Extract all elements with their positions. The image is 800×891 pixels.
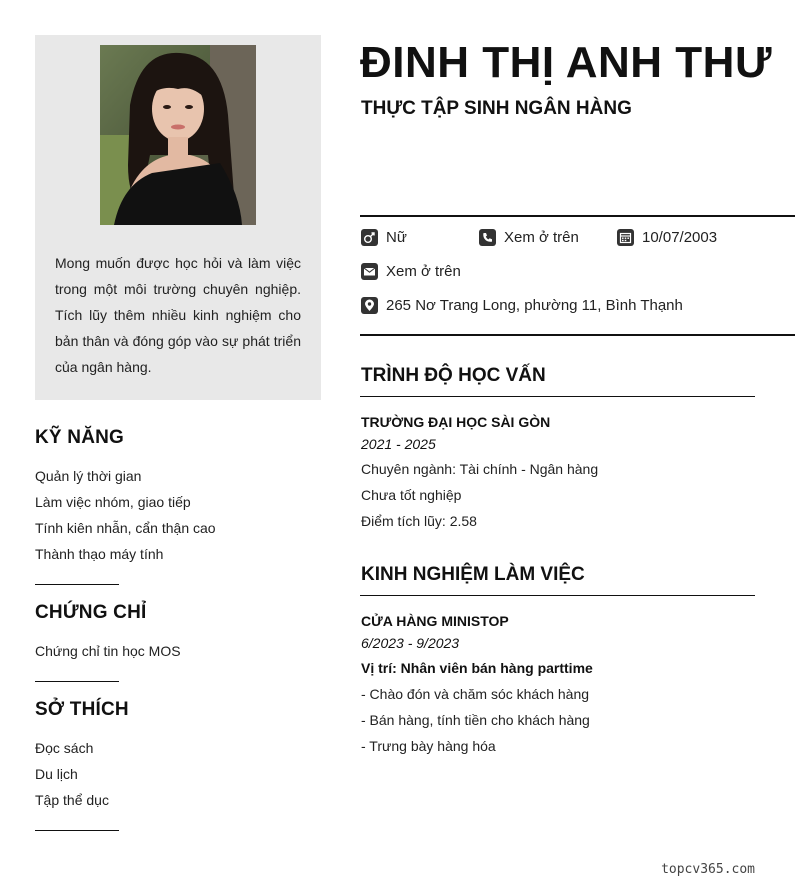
- list-item: Đọc sách: [35, 740, 94, 756]
- list-item: Làm việc nhóm, giao tiếp: [35, 494, 191, 510]
- certificates-list: [35, 638, 321, 664]
- duty-line: - Trưng bày hàng hóa: [361, 738, 496, 754]
- divider: [360, 595, 755, 596]
- education-period: 2021 - 2025: [361, 436, 436, 452]
- full-name: ĐINH THỊ ANH THƯ: [360, 38, 772, 87]
- gender-icon: [361, 229, 378, 246]
- list-item: Chứng chỉ tin học MOS: [35, 643, 181, 659]
- email-value: Xem ở trên: [386, 263, 461, 280]
- experience-period: 6/2023 - 9/2023: [361, 635, 460, 651]
- skills-title: KỸ NĂNG: [35, 427, 125, 448]
- calendar-icon: [617, 229, 634, 246]
- certificates-title: CHỨNG CHỈ: [35, 602, 147, 623]
- envelope-icon: [361, 263, 378, 280]
- site-watermark: topcv365.com: [661, 862, 755, 877]
- contact-phone: [479, 229, 579, 246]
- education-title: TRÌNH ĐỘ HỌC VẤN: [361, 365, 546, 386]
- list-item: Tính kiên nhẫn, cẩn thận cao: [35, 520, 216, 536]
- skills-section: [35, 427, 321, 585]
- hobbies-title: SỞ THÍCH: [35, 699, 129, 720]
- divider: [360, 396, 755, 397]
- list-item: Du lịch: [35, 766, 78, 782]
- list-item: Thành thạo máy tính: [35, 546, 164, 562]
- phone-value: Xem ở trên: [504, 229, 579, 246]
- duty-line: - Bán hàng, tính tiền cho khách hàng: [361, 712, 590, 728]
- gender-value: Nữ: [386, 229, 407, 246]
- map-pin-icon: [361, 297, 378, 314]
- education-block: [361, 412, 761, 534]
- certificates-section: [35, 602, 321, 682]
- position-line: Vị trí: Nhân viên bán hàng parttime: [361, 660, 593, 676]
- divider: [35, 584, 119, 585]
- divider: [35, 681, 119, 682]
- contact-address: [361, 297, 683, 314]
- birthday-value: 10/07/2003: [642, 229, 718, 246]
- divider: [360, 334, 795, 336]
- divider: [35, 830, 119, 831]
- phone-icon: [479, 229, 496, 246]
- experience-block: [361, 611, 761, 759]
- duty-line: - Chào đón và chăm sóc khách hàng: [361, 686, 590, 702]
- contact-gender: [361, 229, 407, 246]
- list-item: Quản lý thời gian: [35, 468, 142, 484]
- address-value: 265 Nơ Trang Long, phường 11, Bình Thạnh: [386, 297, 683, 314]
- hobbies-list: [35, 735, 321, 813]
- education-line: Chưa tốt nghiệp: [361, 487, 462, 503]
- job-title: THỰC TẬP SINH NGÂN HÀNG: [361, 98, 632, 119]
- school-name: TRƯỜNG ĐẠI HỌC SÀI GÒN: [361, 414, 551, 430]
- profile-photo: [100, 45, 256, 225]
- divider: [360, 215, 795, 217]
- skills-list: [35, 463, 321, 567]
- experience-title: KINH NGHIỆM LÀM VIỆC: [361, 564, 585, 585]
- profile-panel: [35, 35, 321, 400]
- hobbies-section: [35, 699, 321, 831]
- contact-email: [361, 263, 461, 280]
- portrait-image: [100, 45, 256, 225]
- contact-birthday: [617, 229, 717, 246]
- education-line: Điểm tích lũy: 2.58: [361, 513, 477, 529]
- career-objective: Mong muốn được học hỏi và làm việc trong một môi trường chuyên nghiệp. Tích lũy thêm nhiều kinh nghiệm cho bản thân và đóng góp vào sự phát triển của ngân hàng.: [55, 255, 301, 375]
- education-line: Chuyên ngành: Tài chính - Ngân hàng: [361, 461, 599, 477]
- list-item: Tập thể dục: [35, 792, 109, 808]
- company-name: CỬA HÀNG MINISTOP: [361, 613, 509, 629]
